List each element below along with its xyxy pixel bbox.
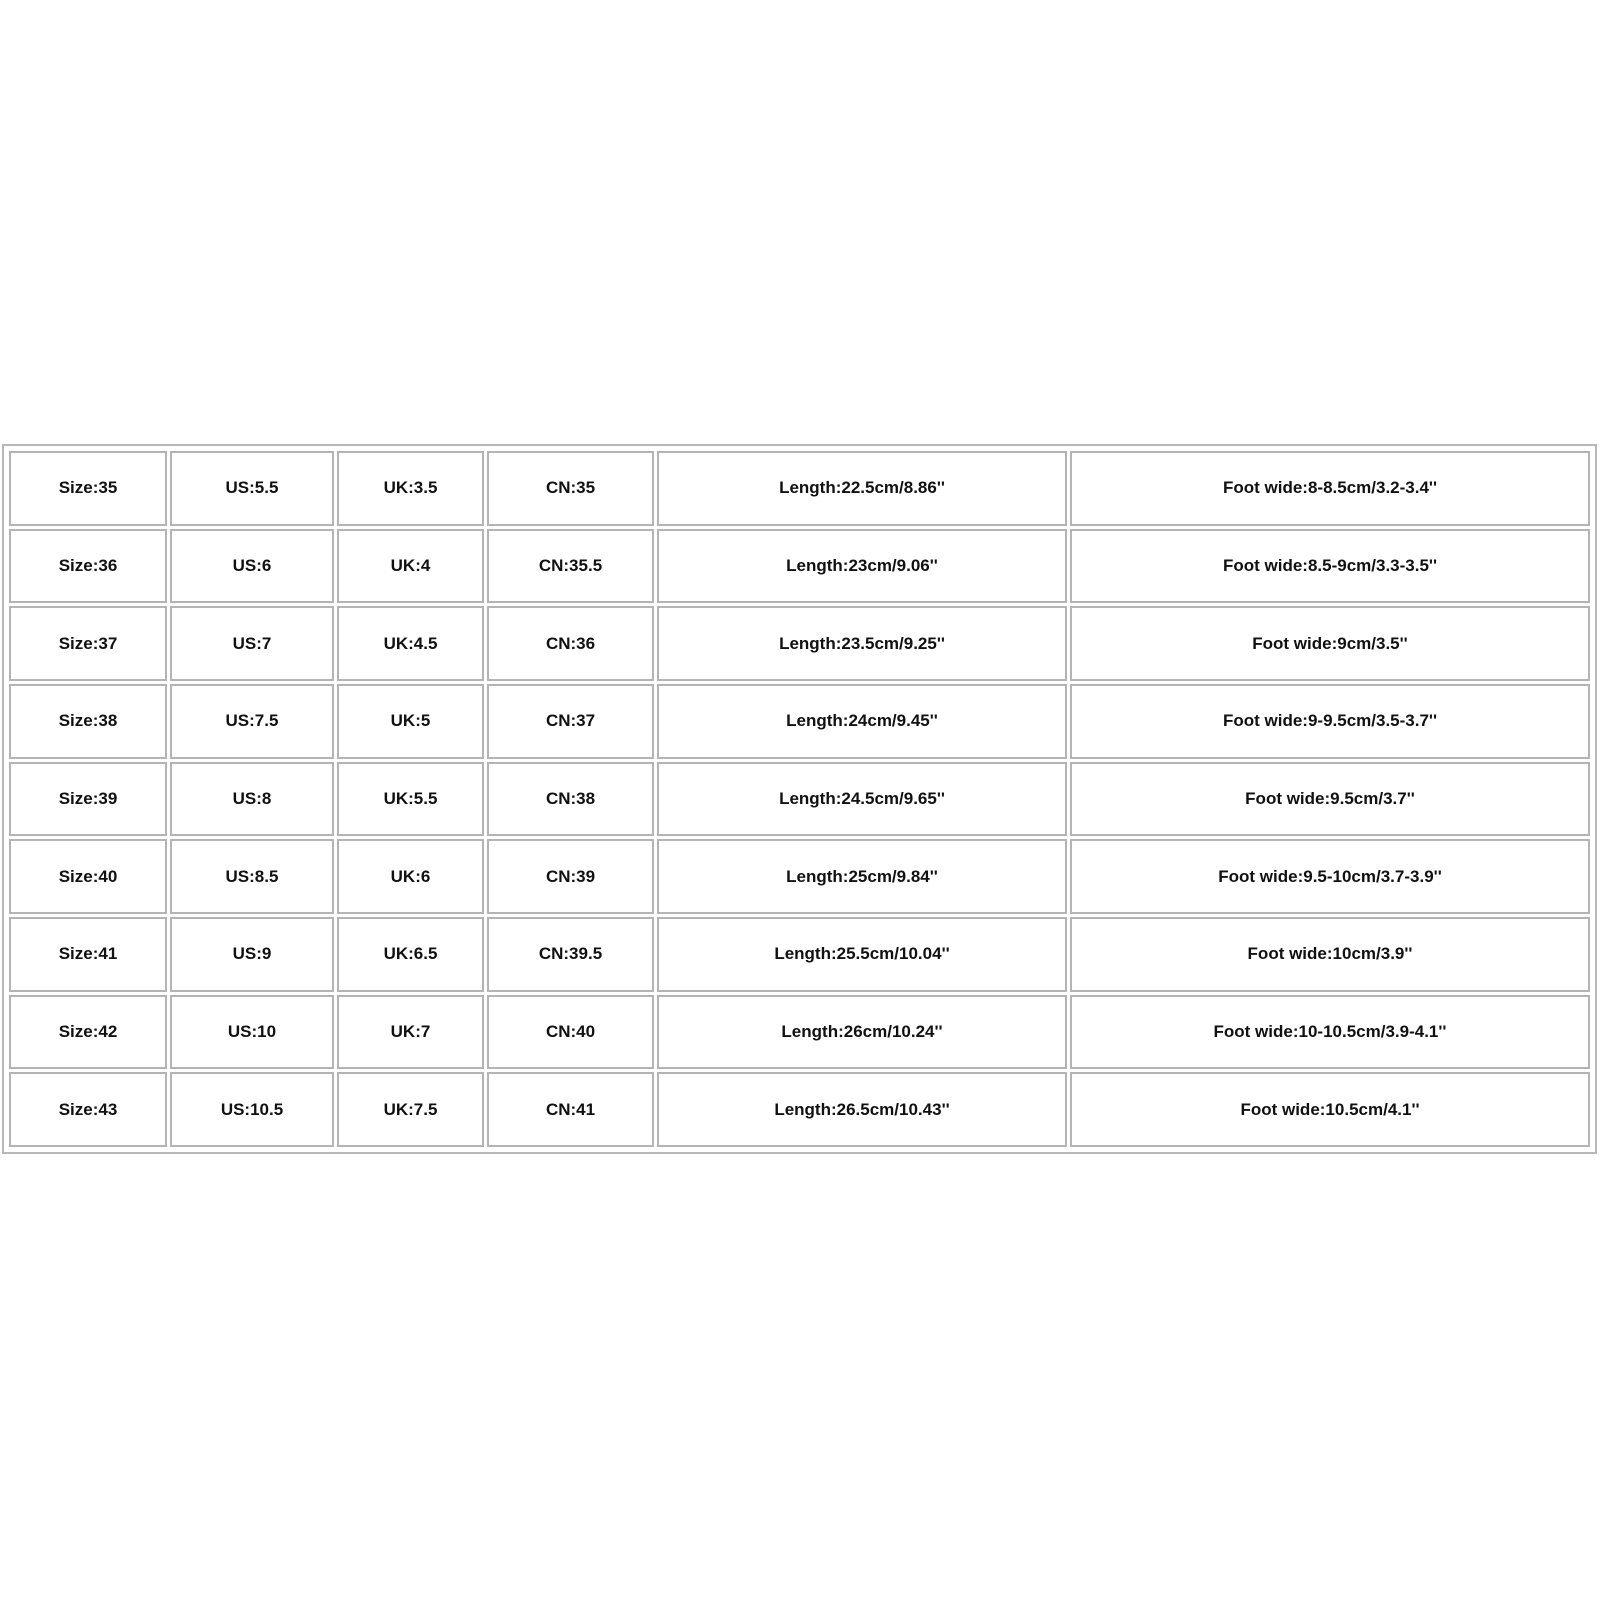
us-size-cell: US:5.5 (170, 451, 334, 526)
table-row (9, 995, 1590, 1070)
us-size-cell: US:7.5 (170, 684, 334, 759)
table-row (9, 529, 1590, 604)
table-row (9, 451, 1590, 526)
table-row (9, 606, 1590, 681)
uk-size-cell: UK:4.5 (337, 606, 484, 681)
uk-size-cell: UK:3.5 (337, 451, 484, 526)
length-cell: Length:23.5cm/9.25'' (657, 606, 1067, 681)
size-cell: Size:40 (9, 839, 167, 914)
size-cell: Size:41 (9, 917, 167, 992)
length-cell: Length:25.5cm/10.04'' (657, 917, 1067, 992)
length-cell: Length:23cm/9.06'' (657, 529, 1067, 604)
cn-size-cell: CN:40 (487, 995, 654, 1070)
length-cell: Length:26.5cm/10.43'' (657, 1072, 1067, 1147)
us-size-cell: US:10 (170, 995, 334, 1070)
us-size-cell: US:7 (170, 606, 334, 681)
foot-wide-cell: Foot wide:8.5-9cm/3.3-3.5'' (1070, 529, 1590, 604)
cn-size-cell: CN:35 (487, 451, 654, 526)
size-chart-table (6, 448, 1593, 1150)
cn-size-cell: CN:39 (487, 839, 654, 914)
length-cell: Length:24.5cm/9.65'' (657, 762, 1067, 837)
uk-size-cell: UK:5 (337, 684, 484, 759)
us-size-cell: US:8 (170, 762, 334, 837)
size-chart (2, 444, 1597, 1154)
foot-wide-cell: Foot wide:10.5cm/4.1'' (1070, 1072, 1590, 1147)
uk-size-cell: UK:6.5 (337, 917, 484, 992)
size-cell: Size:43 (9, 1072, 167, 1147)
foot-wide-cell: Foot wide:9cm/3.5'' (1070, 606, 1590, 681)
size-cell: Size:35 (9, 451, 167, 526)
foot-wide-cell: Foot wide:9.5cm/3.7'' (1070, 762, 1590, 837)
foot-wide-cell: Foot wide:8-8.5cm/3.2-3.4'' (1070, 451, 1590, 526)
us-size-cell: US:8.5 (170, 839, 334, 914)
size-cell: Size:36 (9, 529, 167, 604)
foot-wide-cell: Foot wide:9-9.5cm/3.5-3.7'' (1070, 684, 1590, 759)
foot-wide-cell: Foot wide:9.5-10cm/3.7-3.9'' (1070, 839, 1590, 914)
length-cell: Length:26cm/10.24'' (657, 995, 1067, 1070)
table-row (9, 1072, 1590, 1147)
cn-size-cell: CN:36 (487, 606, 654, 681)
uk-size-cell: UK:7 (337, 995, 484, 1070)
cn-size-cell: CN:35.5 (487, 529, 654, 604)
uk-size-cell: UK:5.5 (337, 762, 484, 837)
size-cell: Size:42 (9, 995, 167, 1070)
cn-size-cell: CN:38 (487, 762, 654, 837)
size-cell: Size:39 (9, 762, 167, 837)
foot-wide-cell: Foot wide:10cm/3.9'' (1070, 917, 1590, 992)
us-size-cell: US:10.5 (170, 1072, 334, 1147)
us-size-cell: US:9 (170, 917, 334, 992)
us-size-cell: US:6 (170, 529, 334, 604)
table-row (9, 762, 1590, 837)
cn-size-cell: CN:39.5 (487, 917, 654, 992)
table-row (9, 684, 1590, 759)
uk-size-cell: UK:7.5 (337, 1072, 484, 1147)
length-cell: Length:25cm/9.84'' (657, 839, 1067, 914)
cn-size-cell: CN:41 (487, 1072, 654, 1147)
length-cell: Length:22.5cm/8.86'' (657, 451, 1067, 526)
size-cell: Size:37 (9, 606, 167, 681)
length-cell: Length:24cm/9.45'' (657, 684, 1067, 759)
cn-size-cell: CN:37 (487, 684, 654, 759)
foot-wide-cell: Foot wide:10-10.5cm/3.9-4.1'' (1070, 995, 1590, 1070)
uk-size-cell: UK:6 (337, 839, 484, 914)
table-row (9, 917, 1590, 992)
size-cell: Size:38 (9, 684, 167, 759)
uk-size-cell: UK:4 (337, 529, 484, 604)
table-row (9, 839, 1590, 914)
